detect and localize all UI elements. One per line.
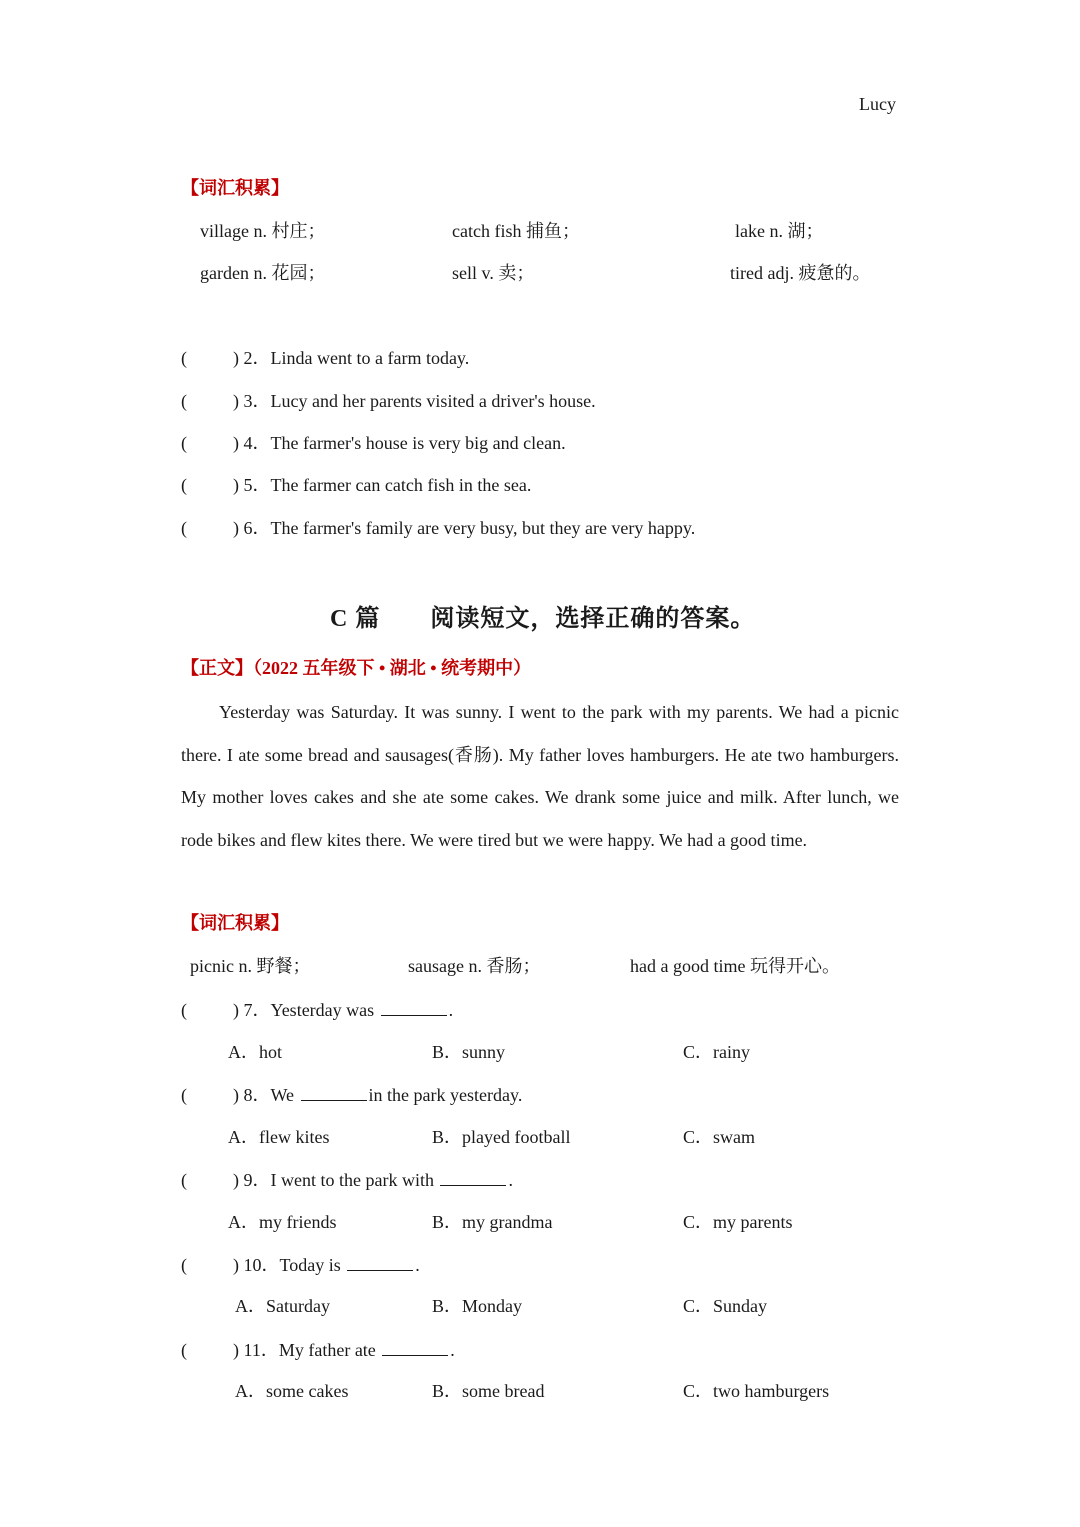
answer-paren-open: ( [181, 348, 187, 368]
question-row: ( ) 4．The farmer's house is very big and clean. [181, 433, 566, 453]
option-a: A．hot [228, 1042, 282, 1062]
source-info: （2022 五年级下 • 湖北 • 统考期中） [253, 658, 532, 678]
question-row: ( ) 10．Today is . [181, 1252, 420, 1277]
question-text: Today is [279, 1255, 341, 1275]
option-b: B．sunny [432, 1042, 506, 1062]
question-row: ( ) 7．Yesterday was . [181, 997, 453, 1022]
question-row: ( ) 9．I went to the park with . [181, 1167, 513, 1192]
question-text: Lucy and her parents visited a driver's house. [270, 391, 596, 411]
question-text: We [270, 1085, 295, 1105]
question-row: ( ) 6．The farmer's family are very busy, but they are very happy. [181, 518, 696, 538]
vocab-heading: 【词汇积累】 [181, 178, 289, 198]
option-a: A．Saturday [235, 1296, 330, 1316]
vocab-item: lake n. 湖； [735, 221, 824, 241]
question-number: 10． [243, 1255, 280, 1275]
vocab-item: sell v. 卖； [452, 263, 535, 283]
option-c: C．swam [683, 1127, 755, 1147]
question-row: ( ) 3．Lucy and her parents visited a driver's house. [181, 391, 596, 411]
answer-blank [301, 1082, 367, 1101]
option-c: C．Sunday [683, 1296, 768, 1316]
header-name: Lucy [859, 94, 896, 114]
option-c: C．two hamburgers [683, 1381, 830, 1401]
source-tag: 【正文】 [181, 658, 253, 678]
question-text: The farmer can catch fish in the sea. [270, 475, 532, 495]
vocab-item: sausage n. 香肠； [408, 956, 541, 976]
option-c: C．rainy [683, 1042, 750, 1062]
option-b: B．played football [432, 1127, 571, 1147]
question-text: The farmer's family are very busy, but they are very happy. [270, 518, 696, 538]
answer-blank [347, 1252, 413, 1271]
option-a: A．flew kites [228, 1127, 330, 1147]
option-a: A．my friends [228, 1212, 337, 1232]
question-text: My father ate [278, 1340, 376, 1360]
vocab-item: garden n. 花园； [200, 263, 326, 283]
passage: Yesterday was Saturday. It was sunny. I went to the park with my parents. We had a picnic there. I ate some bread and sausages(香肠). My father loves hamburgers. He ate two hamburgers. My mother loves cakes and she ate some cakes. We drank some juice and milk. After lunch, we rode bikes and flew kites there. We were tired but we were happy. We had a good time. [181, 702, 899, 850]
question-number: 3． [243, 391, 271, 411]
option-b: B．my grandma [432, 1212, 553, 1232]
vocab-item: village n. 村庄； [200, 221, 326, 241]
question-row: ( ) 5．The farmer can catch fish in the sea. [181, 475, 532, 495]
option-b: B．some bread [432, 1381, 545, 1401]
question-number: 7． [243, 1000, 271, 1020]
question-number: 9． [243, 1170, 271, 1190]
vocab-item: catch fish 捕鱼； [452, 221, 580, 241]
question-text: I went to the park with [270, 1170, 434, 1190]
source-line [181, 656, 531, 680]
question-text: Yesterday was [270, 1000, 375, 1020]
section-title: C 篇 阅读短文，选择正确的答案。 [330, 606, 756, 632]
question-number: 8． [243, 1085, 271, 1105]
vocab-item: had a good time 玩得开心。 [630, 956, 840, 976]
question-number: 6． [243, 518, 271, 538]
answer-blank [381, 997, 447, 1016]
question-row: ( ) 8．We in the park yesterday. [181, 1082, 522, 1107]
option-b: B．Monday [432, 1296, 522, 1316]
vocab-item: picnic n. 野餐； [190, 956, 311, 976]
question-text: The farmer's house is very big and clean. [270, 433, 566, 453]
question-text: Linda went to a farm today. [270, 348, 470, 368]
option-c: C．my parents [683, 1212, 793, 1232]
answer-blank [382, 1337, 448, 1356]
vocab-item: tired adj. 疲惫的。 [730, 263, 871, 283]
answer-blank [440, 1167, 506, 1186]
vocab-heading: 【词汇积累】 [181, 913, 289, 933]
option-a: A．some cakes [235, 1381, 349, 1401]
question-number: 2． [243, 348, 271, 368]
question-row: ( ) 11．My father ate . [181, 1337, 455, 1362]
question-number: 4． [243, 433, 271, 453]
question-number: 5． [243, 475, 271, 495]
question-row: ( ) 2．Linda went to a farm today. [181, 348, 470, 368]
question-number: 11． [243, 1340, 279, 1360]
